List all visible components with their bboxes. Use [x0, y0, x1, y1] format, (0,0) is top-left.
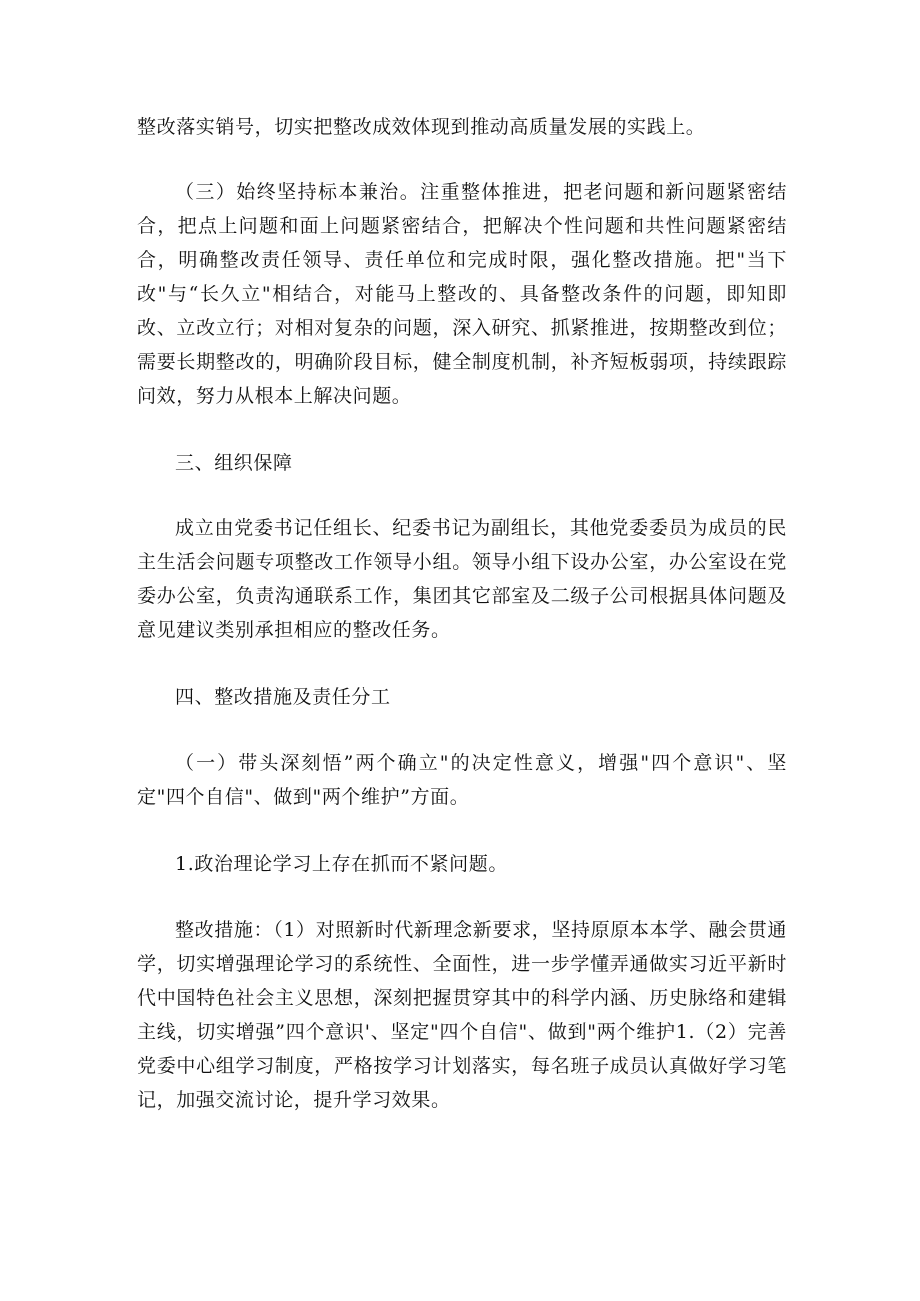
heading-measures: 四、整改措施及责任分工: [175, 686, 391, 708]
paragraph-organization: 成立由党委书记任组长、纪委书记为副组长，其他党委委员为成员的民主生活会问题专项整改工作领导小组。领导小组下设办公室，办公室设在党委办公室，负责沟通联系工作，集团其它部室及二级子公司根据具体问题及意见建议类别承担相应的整改任务。: [137, 517, 787, 641]
item-1: 1.政治理论学习上存在抓而不紧问题。: [175, 853, 508, 875]
paragraph-continuation: 整改落实销号，切实把整改成效体现到推动高质量发展的实践上。: [137, 116, 706, 138]
paragraph-rectification: 整改措施：（1）对照新时代新理念新要求，坚持原原本本学、融会贯通学，切实增强理论学习的系统性、全面性，进一步学懂弄通做实习近平新时代中国特色社会主义思想，深刻把握贯穿其中的科学内涵、历史脉络和建辑主线，切实增强”四个意识'、坚定"四个自信"、做到"两个维护1.（2）完善党委中心组学习制度，严格按学习计划落实，每名班子成员认真做好学习笔记，加强交流讨论，提升学习效果。: [137, 919, 787, 1111]
paragraph-section-3: （三）始终坚持标本兼治。注重整体推进，把老问题和新问题紧密结合，把点上问题和面上问题紧密结合，把解决个性问题和共性问题紧密结合，明确整改责任领导、责任单位和完成时限，强化整改措施。把"当下改"与“长久立"相结合，对能马上整改的、具备整改条件的问题，即知即改、立改立行；对相对复杂的问题，深入研究、抓紧推进，按期整改到位；需要长期整改的，明确阶段目标，健全制度机制，补齐短板弱项，持续跟踪问效，努力从根本上解决问题。: [137, 181, 787, 407]
paragraph-measure-1: （一）带头深刻悟”两个确立"的决定性意义，增强"四个意识"、坚定"四个自信"、做到"两个维护”方面。: [137, 752, 787, 808]
heading-organization: 三、组织保障: [175, 452, 293, 474]
